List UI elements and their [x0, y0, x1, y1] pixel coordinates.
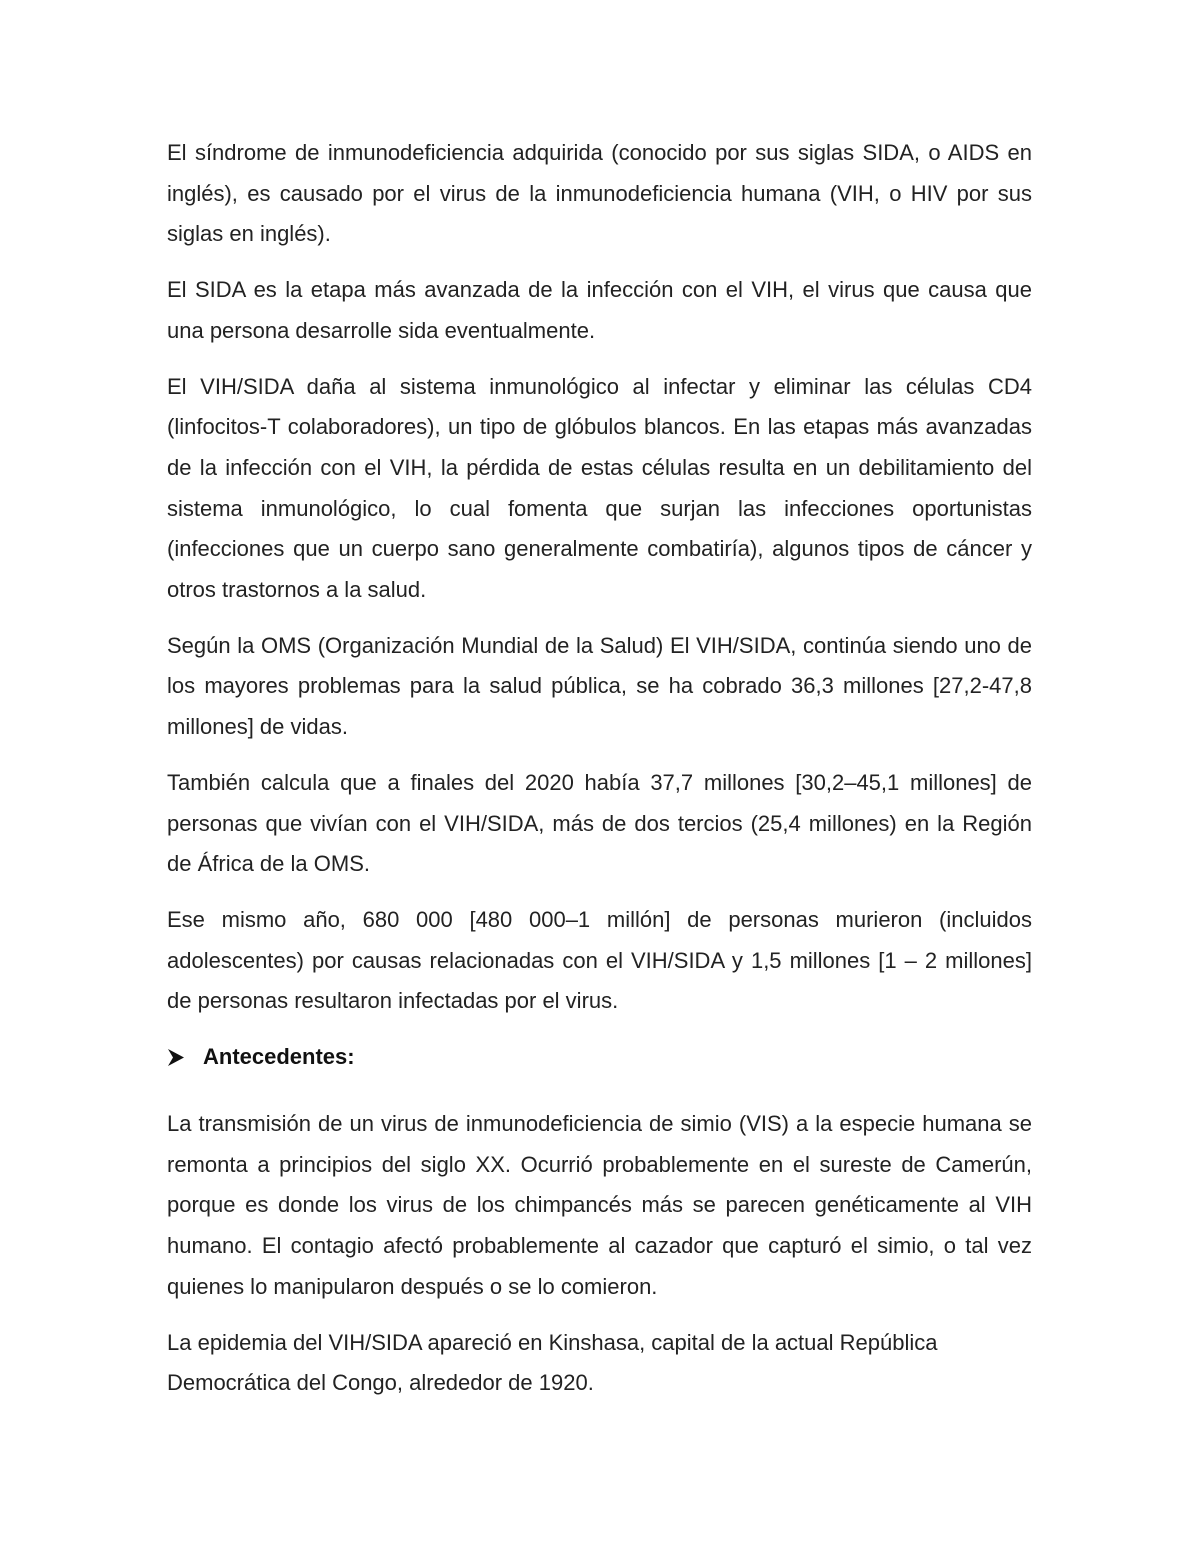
paragraph-intro-sida: El síndrome de inmunodeficiencia adquirida (conocido por sus siglas SIDA, o AIDS en inglés), es causado por el virus de la inmunodeficiencia humana (VIH, o HIV por sus siglas en inglés).: [167, 140, 1032, 247]
paragraph-sistema-inmunologico: El VIH/SIDA daña al sistema inmunológico al infectar y eliminar las células CD4 (linfocitos-T colaboradores), un tipo de glóbulos blancos. En las etapas más avanzadas de la infección con el VIH, la pérdida de estas células resulta en un debilitamiento del sistema inmunológico, lo cual fomenta que surjan las infecciones oportunistas (infecciones que un cuerpo sano generalmente combatiría), algunos tipos de cáncer y otros trastornos a la salud.: [167, 373, 1032, 603]
paragraph-epidemia-kinshasa: La epidemia del VIH/SIDA apareció en Kinshasa, capital de la actual República Democrática del Congo, alrededor de 1920.: [167, 1329, 938, 1396]
arrowhead-bullet-icon: [167, 1049, 203, 1066]
section-heading-text: Antecedentes:: [203, 1043, 355, 1069]
section-heading-antecedentes: [167, 1037, 1032, 1077]
paragraph-oms-estadisticas: Según la OMS (Organización Mundial de la Salud) El VIH/SIDA, continúa siendo uno de los mayores problemas para la salud pública, se ha cobrado 36,3 millones [27,2-47,8 millones] de vidas.: [167, 632, 1032, 740]
paragraph-transmision-vis: La transmisión de un virus de inmunodeficiencia de simio (VIS) a la especie humana se remonta a principios del siglo XX. Ocurrió probablemente en el sureste de Camerún, porque es donde los virus de los chimpancés más se parecen genéticamente al VIH humano. El contagio afectó probablemente al cazador que capturó el simio, o tal vez quienes lo manipularon después o se lo comieron.: [167, 1111, 1032, 1299]
paragraph-personas-viviendo: También calcula que a finales del 2020 había 37,7 millones [30,2–45,1 millones] de personas que vivían con el VIH/SIDA, más de dos tercios (25,4 millones) en la Región de África de la OMS.: [167, 769, 1032, 877]
paragraph-muertes-2020: Ese mismo año, 680 000 [480 000–1 millón] de personas murieron (incluidos adolescentes) por causas relacionadas con el VIH/SIDA y 1,5 millones [1 – 2 millones] de personas resultaron infectadas por el virus.: [167, 906, 1032, 1014]
paragraph-etapa-avanzada: El SIDA es la etapa más avanzada de la infección con el VIH, el virus que causa que una persona desarrolle sida eventualmente.: [167, 277, 1032, 343]
document-page: [167, 133, 1032, 1419]
